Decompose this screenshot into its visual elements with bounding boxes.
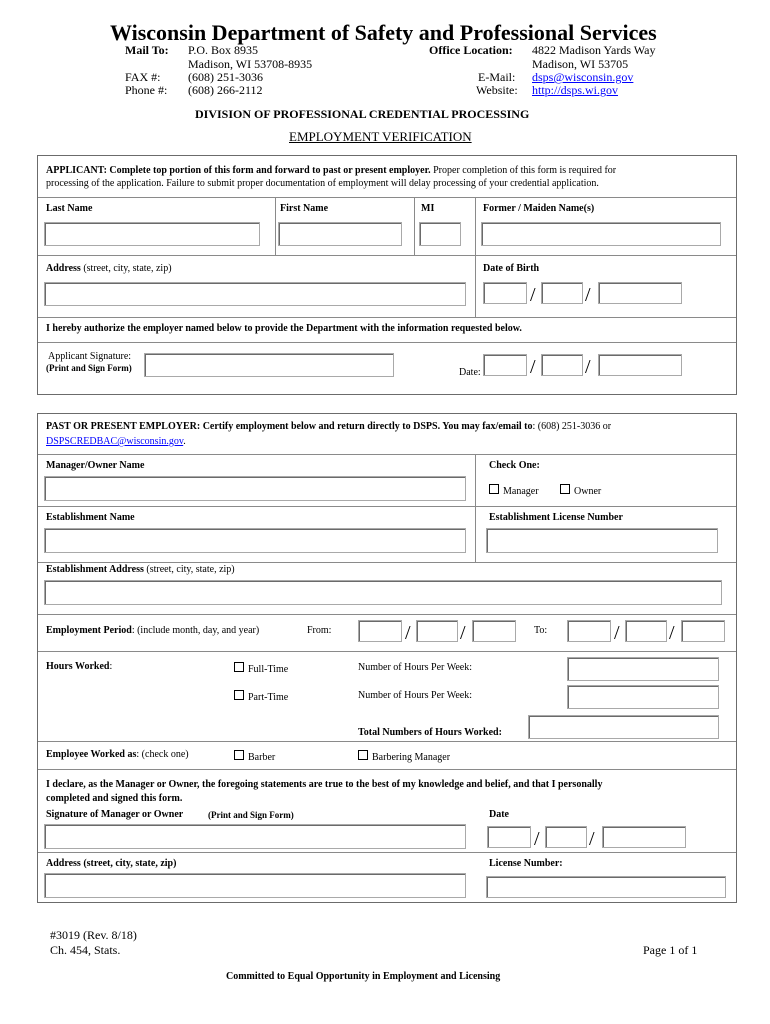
dsps-email-link[interactable]: DSPSCREDBAC@wisconsin.gov (46, 436, 184, 447)
part-time-checkbox[interactable]: Part-Time (234, 690, 288, 703)
applicant-intro: APPLICANT: Complete top portion of this form and forward to past or present employer. Proper completion of this form is required for (46, 165, 617, 176)
from-day-input[interactable] (416, 620, 458, 642)
applicant-date-day[interactable] (541, 354, 583, 376)
license-number-label: Establishment License Number (489, 512, 623, 523)
manager-name-label: Manager/Owner Name (46, 460, 145, 471)
dob-label: Date of Birth (483, 263, 540, 274)
office-line1: 4822 Madison Yards Way (532, 43, 656, 57)
phone-label: Phone #: (125, 83, 168, 97)
office-line2: Madison, WI 53705 (532, 57, 629, 71)
barber-checkbox[interactable]: Barber (234, 750, 275, 763)
agency-title: Wisconsin Department of Safety and Professional Services (110, 20, 657, 45)
hours-worked-label: Hours Worked: (46, 661, 113, 672)
to-year-input[interactable] (681, 620, 725, 642)
last-name-input[interactable] (44, 222, 260, 246)
form-title: EMPLOYMENT VERIFICATION (289, 129, 472, 144)
manager-checkbox[interactable]: Manager (489, 484, 539, 497)
total-hours-input[interactable] (528, 715, 719, 739)
manager-address-label: Address (street, city, state, zip) (46, 858, 177, 869)
establishment-license-input[interactable] (486, 528, 718, 553)
applicant-date-month[interactable] (483, 354, 527, 376)
applicant-date-label: Date: (459, 367, 481, 378)
employer-intro: PAST OR PRESENT EMPLOYER: Certify employment below and return directly to DSPS. You may fax/email to: (608) 251-3036 or (46, 421, 612, 432)
former-name-input[interactable] (481, 222, 721, 246)
hours-per-week-label-1: Number of Hours Per Week: (358, 662, 472, 673)
establishment-address-input[interactable] (44, 580, 722, 605)
part-time-hours-input[interactable] (567, 685, 719, 709)
worked-as-label: Employee Worked as: (check one) (46, 749, 189, 760)
mi-input[interactable] (419, 222, 461, 246)
to-label: To: (534, 625, 548, 636)
from-label: From: (307, 625, 332, 636)
from-month-input[interactable] (358, 620, 402, 642)
barbering-manager-checkbox[interactable]: Barbering Manager (358, 750, 450, 763)
address-label: Address (street, city, state, zip) (46, 263, 172, 274)
establishment-address-label: Establishment Address (street, city, state, zip) (46, 564, 235, 575)
to-month-input[interactable] (567, 620, 611, 642)
manager-date-label: Date (489, 809, 509, 820)
mail-to-line2: Madison, WI 53708-8935 (188, 57, 313, 71)
former-name-label: Former / Maiden Name(s) (483, 203, 595, 214)
manager-license-input[interactable] (486, 876, 726, 898)
website-link[interactable]: http://dsps.wi.gov (532, 83, 619, 97)
manager-date-month[interactable] (487, 826, 531, 848)
applicant-address-input[interactable] (44, 282, 466, 306)
mail-to-label: Mail To: (125, 43, 169, 57)
declaration-line2: completed and signed this form. (46, 793, 183, 804)
manager-date-day[interactable] (545, 826, 587, 848)
statute: Ch. 454, Stats. (50, 943, 121, 957)
employer-intro-line2: DSPSCREDBAC@wisconsin.gov. (46, 436, 186, 447)
manager-signature-sub: (Print and Sign Form) (208, 810, 294, 820)
phone-value: (608) 266-2112 (188, 83, 263, 97)
full-time-hours-input[interactable] (567, 657, 719, 681)
dob-year-input[interactable] (598, 282, 682, 304)
footer-tagline: Committed to Equal Opportunity in Employment and Licensing (226, 971, 501, 982)
fax-label: FAX #: (125, 70, 161, 84)
owner-checkbox[interactable]: Owner (560, 484, 601, 497)
applicant-signature-label: Applicant Signature: (48, 351, 132, 362)
establishment-name-label: Establishment Name (46, 512, 135, 523)
manager-name-input[interactable] (44, 476, 466, 501)
establishment-name-input[interactable] (44, 528, 466, 553)
email-label: E-Mail: (478, 70, 516, 84)
employment-period-label: Employment Period: (include month, day, and year) (46, 625, 260, 636)
manager-address-input[interactable] (44, 873, 466, 898)
authorize-text: I hereby authorize the employer named below to provide the Department with the information requested below. (46, 323, 522, 334)
manager-date-year[interactable] (602, 826, 686, 848)
applicant-intro-line2: processing of the application. Failure to submit proper documentation of employment will delay processing of your credential application. (46, 178, 599, 189)
dob-day-input[interactable] (541, 282, 583, 304)
applicant-signature-input[interactable] (144, 353, 394, 377)
office-label: Office Location: (429, 43, 513, 57)
manager-license-label: License Number: (489, 858, 563, 869)
last-name-label: Last Name (46, 203, 93, 214)
manager-signature-label: Signature of Manager or Owner (46, 809, 184, 820)
first-name-label: First Name (280, 203, 329, 214)
first-name-input[interactable] (278, 222, 402, 246)
full-time-checkbox[interactable]: Full-Time (234, 662, 288, 675)
fax-value: (608) 251-3036 (188, 70, 263, 84)
check-one-label: Check One: (489, 460, 540, 471)
from-year-input[interactable] (472, 620, 516, 642)
page-number: Page 1 of 1 (643, 943, 698, 957)
mail-to-line1: P.O. Box 8935 (188, 43, 259, 57)
hours-per-week-label-2: Number of Hours Per Week: (358, 690, 472, 701)
dob-month-input[interactable] (483, 282, 527, 304)
form-number: #3019 (Rev. 8/18) (50, 928, 137, 942)
mi-label: MI (421, 203, 435, 214)
division-heading: DIVISION OF PROFESSIONAL CREDENTIAL PROCESSING (195, 107, 530, 121)
declaration-line1: I declare, as the Manager or Owner, the foregoing statements are true to the best of my knowledge and belief, and that I personally (46, 779, 603, 790)
manager-signature-input[interactable] (44, 824, 466, 849)
applicant-signature-sub: (Print and Sign Form) (46, 363, 132, 373)
email-link[interactable]: dsps@wisconsin.gov (532, 70, 634, 84)
to-day-input[interactable] (625, 620, 667, 642)
total-hours-label: Total Numbers of Hours Worked: (358, 727, 502, 738)
applicant-date-year[interactable] (598, 354, 682, 376)
website-label: Website: (476, 83, 518, 97)
